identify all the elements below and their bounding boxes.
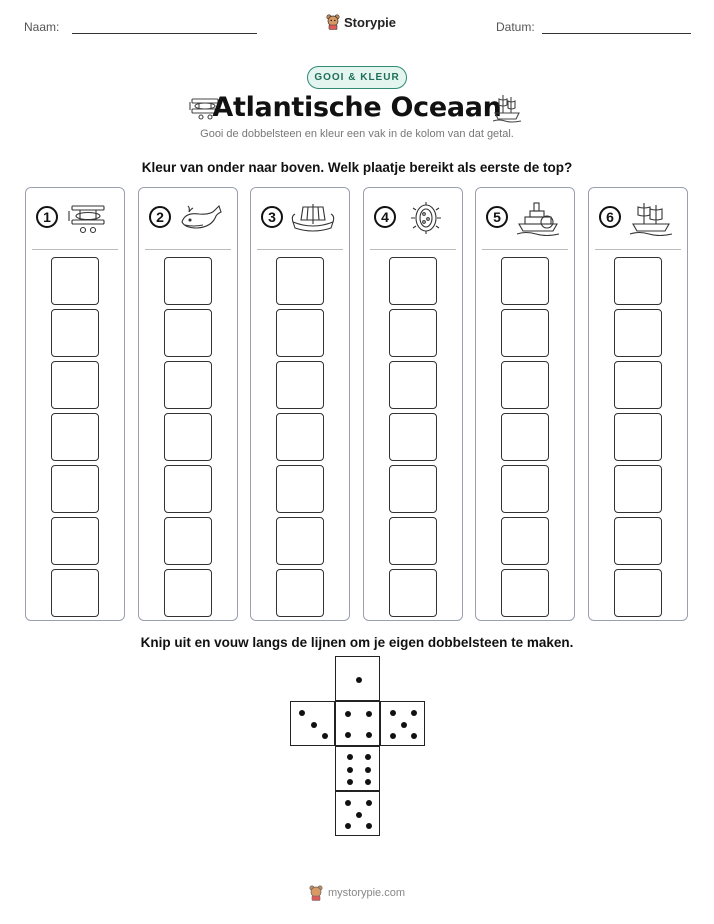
color-box[interactable]: [51, 361, 99, 409]
color-box[interactable]: [501, 569, 549, 617]
sailing-ship-title-icon: [491, 91, 523, 123]
dice-pip: [390, 710, 396, 716]
steamboat-icon: [516, 200, 560, 236]
color-box[interactable]: [501, 465, 549, 513]
dice-pip: [356, 677, 362, 683]
dice-pip: [322, 733, 328, 739]
dice-pip: [366, 823, 372, 829]
color-box[interactable]: [276, 413, 324, 461]
color-box[interactable]: [164, 517, 212, 565]
color-box[interactable]: [276, 309, 324, 357]
activity-badge: GOOI & KLEUR: [307, 66, 407, 89]
dice-pip: [365, 767, 371, 773]
column-divider: [32, 249, 118, 250]
color-box[interactable]: [164, 257, 212, 305]
color-box[interactable]: [389, 569, 437, 617]
date-line[interactable]: [542, 33, 691, 34]
dice-pip: [366, 732, 372, 738]
column-number: 2: [149, 206, 171, 228]
color-box[interactable]: [389, 361, 437, 409]
dice-pip: [366, 711, 372, 717]
color-box[interactable]: [276, 569, 324, 617]
column-number: 1: [36, 206, 58, 228]
color-box[interactable]: [164, 465, 212, 513]
dice-pip: [411, 710, 417, 716]
dice-pip: [366, 800, 372, 806]
brand-logo: [326, 14, 396, 30]
color-box[interactable]: [51, 465, 99, 513]
dice-pip: [345, 711, 351, 717]
column-5: [475, 187, 575, 621]
column-4: [363, 187, 463, 621]
sailing-ship-icon: [629, 200, 673, 236]
color-box[interactable]: [276, 361, 324, 409]
column-divider: [370, 249, 456, 250]
dice-face-6: [335, 746, 380, 791]
page-title: Atlantische Oceaan: [212, 92, 502, 123]
column-2: [138, 187, 238, 621]
dice-face-1: [335, 656, 380, 701]
column-6: [588, 187, 688, 621]
dice-pip: [347, 754, 353, 760]
column-divider: [257, 249, 343, 250]
page-subtitle: Gooi de dobbelsteen en kleur een vak in de kolom van dat getal.: [200, 128, 514, 140]
footer-url[interactable]: mystorypie.com: [327, 887, 406, 899]
dice-pip: [347, 767, 353, 773]
instruction-text: Kleur van onder naar boven. Welk plaatje bereikt als eerste de top?: [141, 160, 573, 175]
color-box[interactable]: [501, 517, 549, 565]
column-3: [250, 187, 350, 621]
color-box[interactable]: [614, 309, 662, 357]
dice-pip: [411, 733, 417, 739]
color-box[interactable]: [389, 465, 437, 513]
color-box[interactable]: [389, 309, 437, 357]
color-box[interactable]: [389, 257, 437, 305]
dice-pip: [365, 754, 371, 760]
footer: [0, 885, 714, 901]
color-box[interactable]: [501, 257, 549, 305]
dice-instruction: Knip uit en vouw langs de lijnen om je eigen dobbelsteen te maken.: [140, 635, 574, 650]
color-box[interactable]: [614, 517, 662, 565]
color-box[interactable]: [614, 569, 662, 617]
dice-pip: [345, 732, 351, 738]
color-box[interactable]: [51, 517, 99, 565]
color-box[interactable]: [276, 517, 324, 565]
color-box[interactable]: [51, 413, 99, 461]
color-box[interactable]: [614, 257, 662, 305]
color-box[interactable]: [164, 413, 212, 461]
name-line[interactable]: [72, 33, 257, 34]
color-box[interactable]: [164, 309, 212, 357]
dice-pip: [311, 722, 317, 728]
dice-face-4: [335, 701, 380, 746]
dice-face-5: [380, 701, 425, 746]
column-divider: [482, 249, 568, 250]
column-number: 3: [261, 206, 283, 228]
dice-pip: [345, 800, 351, 806]
color-box[interactable]: [276, 257, 324, 305]
color-box[interactable]: [51, 257, 99, 305]
column-1: [25, 187, 125, 621]
dice-pip: [401, 722, 407, 728]
color-box[interactable]: [501, 309, 549, 357]
color-box[interactable]: [614, 361, 662, 409]
brand-name: Storypie: [344, 14, 397, 30]
color-box[interactable]: [164, 569, 212, 617]
bear-icon: [309, 885, 323, 901]
color-box[interactable]: [51, 309, 99, 357]
color-box[interactable]: [501, 413, 549, 461]
dice-face-5: [335, 791, 380, 836]
airplane-icon: [66, 200, 110, 236]
column-number: 4: [374, 206, 396, 228]
column-divider: [145, 249, 231, 250]
column-number: 5: [486, 206, 508, 228]
column-divider: [595, 249, 681, 250]
column-number: 6: [599, 206, 621, 228]
viking-ship-icon: [291, 200, 335, 236]
color-box[interactable]: [51, 569, 99, 617]
color-box[interactable]: [164, 361, 212, 409]
date-label: Datum:: [496, 20, 535, 34]
dice-pip: [356, 812, 362, 818]
dice-pip: [365, 779, 371, 785]
dice-pip: [345, 823, 351, 829]
name-label: Naam:: [24, 20, 60, 34]
color-box[interactable]: [614, 465, 662, 513]
bear-icon: [326, 14, 340, 30]
color-box[interactable]: [501, 361, 549, 409]
dice-pip: [299, 710, 305, 716]
whale-icon: [179, 200, 223, 236]
dice-pip: [347, 779, 353, 785]
plankton-icon: [404, 200, 448, 236]
color-box[interactable]: [276, 465, 324, 513]
dice-face-3: [290, 701, 335, 746]
color-box[interactable]: [614, 413, 662, 461]
dice-pip: [390, 733, 396, 739]
color-box[interactable]: [389, 413, 437, 461]
color-box[interactable]: [389, 517, 437, 565]
